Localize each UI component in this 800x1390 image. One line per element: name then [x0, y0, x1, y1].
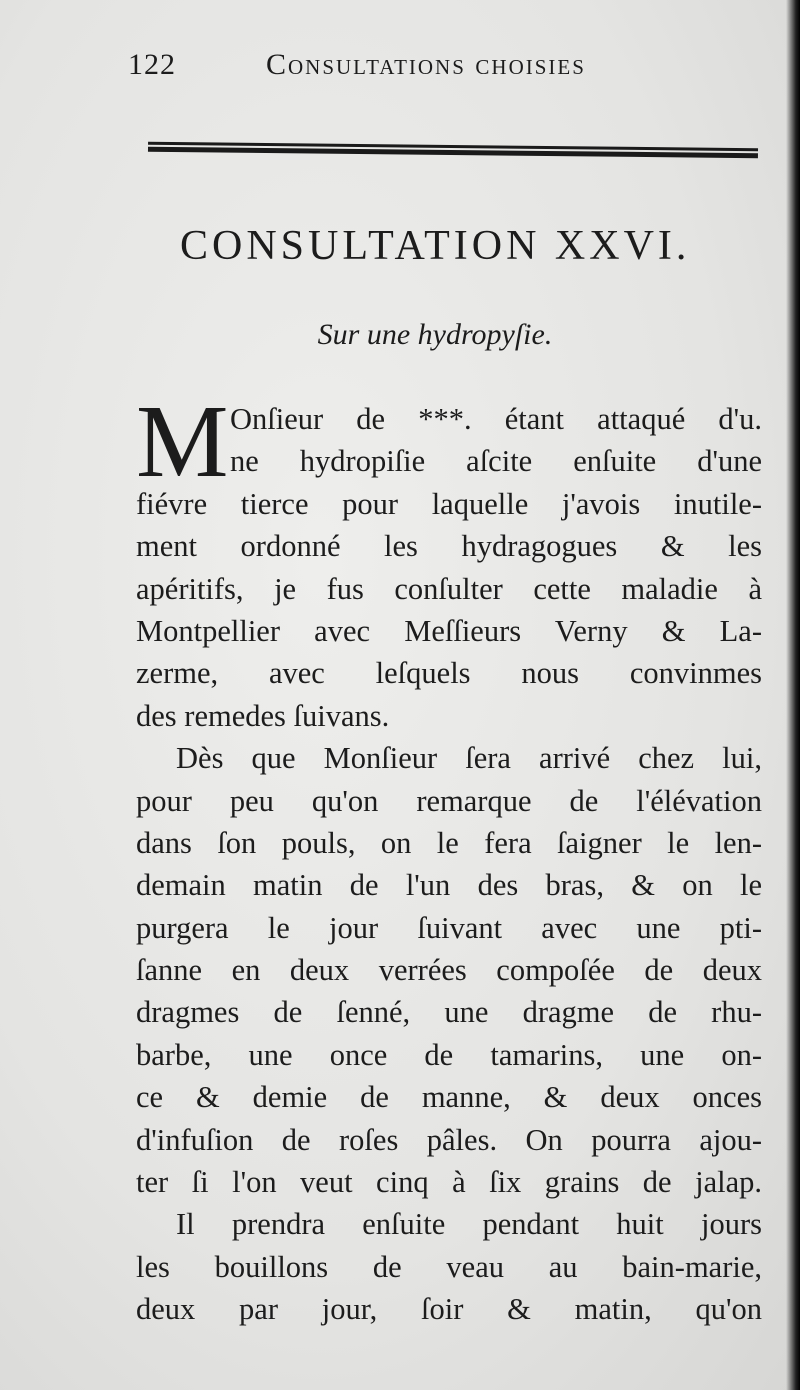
- text-line: dragmes de ſenné, une dragme de rhu-: [136, 995, 762, 1030]
- text-line: purgera le jour ſuivant avec une pti-: [136, 910, 762, 945]
- text-line: ment ordonné les hydragogues & les: [136, 529, 762, 564]
- running-title: Consultations choisies: [266, 48, 586, 81]
- text-line: les bouillons de veau au bain-marie,: [136, 1249, 762, 1284]
- header-rule: [148, 142, 758, 158]
- text-line: ne hydropiſie aſcite enſuite d'une: [230, 444, 762, 479]
- text-line: ſanne en deux verrées compoſée de deux: [136, 953, 762, 988]
- text-line: des remedes ſuivans.: [136, 698, 390, 733]
- page-number: 122: [128, 48, 176, 81]
- text-line: Montpellier avec Meſſieurs Verny & La-: [136, 613, 762, 648]
- chapter-heading: CONSULTATION XXVI.: [180, 223, 691, 269]
- text-line: Dès que Monſieur ſera arrivé chez lui,: [176, 741, 762, 776]
- text-line: Onſieur de ***. étant attaqué d'u.: [230, 402, 762, 436]
- text-line: pour peu qu'on remarque de l'élévation: [136, 783, 762, 818]
- text-line: fiévre tierce pour laquelle j'avois inutile-: [136, 486, 762, 521]
- running-header: [128, 48, 688, 88]
- text-line: ce & demie de manne, & deux onces: [136, 1080, 762, 1115]
- text-line: dans ſon pouls, on le fera ſaigner le len-: [136, 825, 762, 860]
- text-line: zerme, avec leſquels nous convinmes: [136, 656, 762, 691]
- text-line: demain matin de l'un des bras, & on le: [136, 868, 762, 903]
- text-line: Il prendra enſuite pendant huit jours: [176, 1207, 762, 1242]
- text-line: ter ſi l'on veut cinq à ſix grains de jalap.: [136, 1165, 762, 1200]
- drop-cap: M: [136, 384, 229, 499]
- body-text: [136, 384, 762, 1331]
- text-line: d'infuſion de roſes pâles. On pourra ajou-: [136, 1122, 762, 1157]
- page-edge-shadow: [786, 0, 800, 1390]
- chapter-subtitle: Sur une hydropyſie.: [317, 318, 553, 351]
- text-line: deux par jour, ſoir & matin, qu'on: [136, 1292, 762, 1327]
- text-line: apéritifs, je fus conſulter cette maladie à: [136, 571, 762, 606]
- text-line: barbe, une once de tamarins, une on-: [136, 1037, 762, 1072]
